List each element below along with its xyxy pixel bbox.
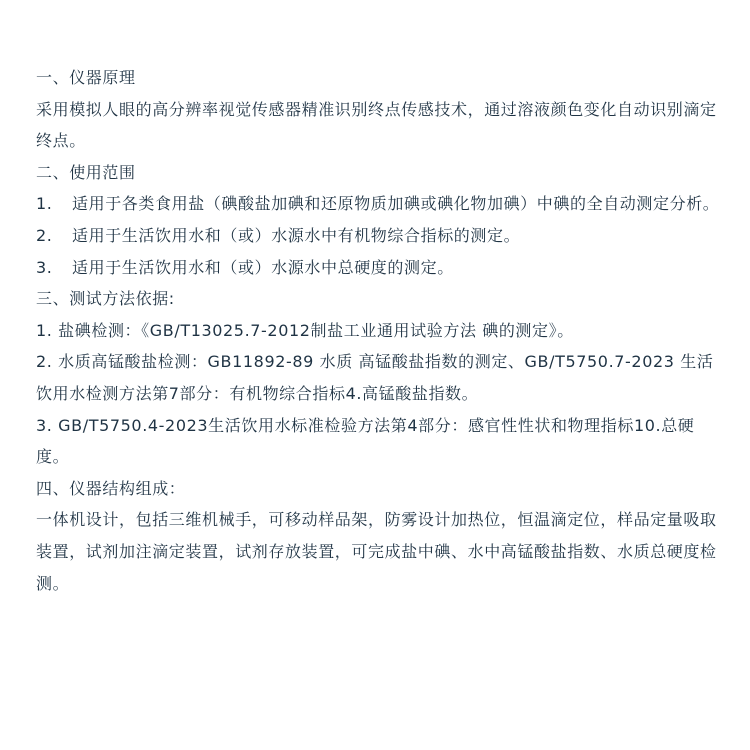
scope-item-text: 适用于各类食用盐（碘酸盐加碘和还原物质加碘或碘化物加碘）中碘的全自动测定分析。 bbox=[72, 194, 720, 214]
document-body bbox=[36, 62, 726, 599]
method-item-3: 3. GB/T5750.4-2023生活饮用水标准检验方法第4部分：感官性性状和物理指标10.总硬度。 bbox=[36, 415, 695, 467]
scope-item-text: 适用于生活饮用水和（或）水源水中总硬度的测定。 bbox=[72, 257, 454, 277]
scope-item-1 bbox=[36, 188, 726, 220]
section-heading-scope: 二、使用范围 bbox=[36, 162, 136, 182]
principle-paragraph: 采用模拟人眼的高分辨率视觉传感器精准识别终点传感技术，通过溶液颜色变化自动识别滴定终点。 bbox=[36, 99, 717, 151]
scope-item-text: 适用于生活饮用水和（或）水源水中有机物综合指标的测定。 bbox=[72, 225, 521, 245]
section-heading-structure: 四、仪器结构组成： bbox=[36, 478, 186, 498]
method-item-2: 2. 水质高锰酸盐检测：GB11892-89 水质 高锰酸盐指数的测定、GB/T5750.7-2023 生活饮用水检测方法第7部分：有机物综合指标4.高锰酸盐指数。 bbox=[36, 352, 714, 403]
scope-item-2 bbox=[36, 220, 726, 252]
section-heading-methods: 三、测试方法依据: bbox=[36, 289, 175, 309]
scope-item-number: 3. bbox=[36, 257, 53, 277]
method-item-1: 1. 盐碘检测：《GB/T13025.7-2012制盐工业通用试验方法 碘的测定》。 bbox=[36, 320, 574, 340]
scope-item-number: 2. bbox=[36, 225, 53, 245]
scope-item-3 bbox=[36, 252, 726, 284]
structure-paragraph: 一体机设计，包括三维机械手，可移动样品架，防雾设计加热位，恒温滴定位，样品定量吸取装置，试剂加注滴定装置，试剂存放装置，可完成盐中碘、水中高锰酸盐指数、水质总硬度检测。 bbox=[36, 510, 717, 593]
scope-item-number: 1. bbox=[36, 194, 53, 214]
section-heading-principle: 一、仪器原理 bbox=[36, 68, 136, 87]
